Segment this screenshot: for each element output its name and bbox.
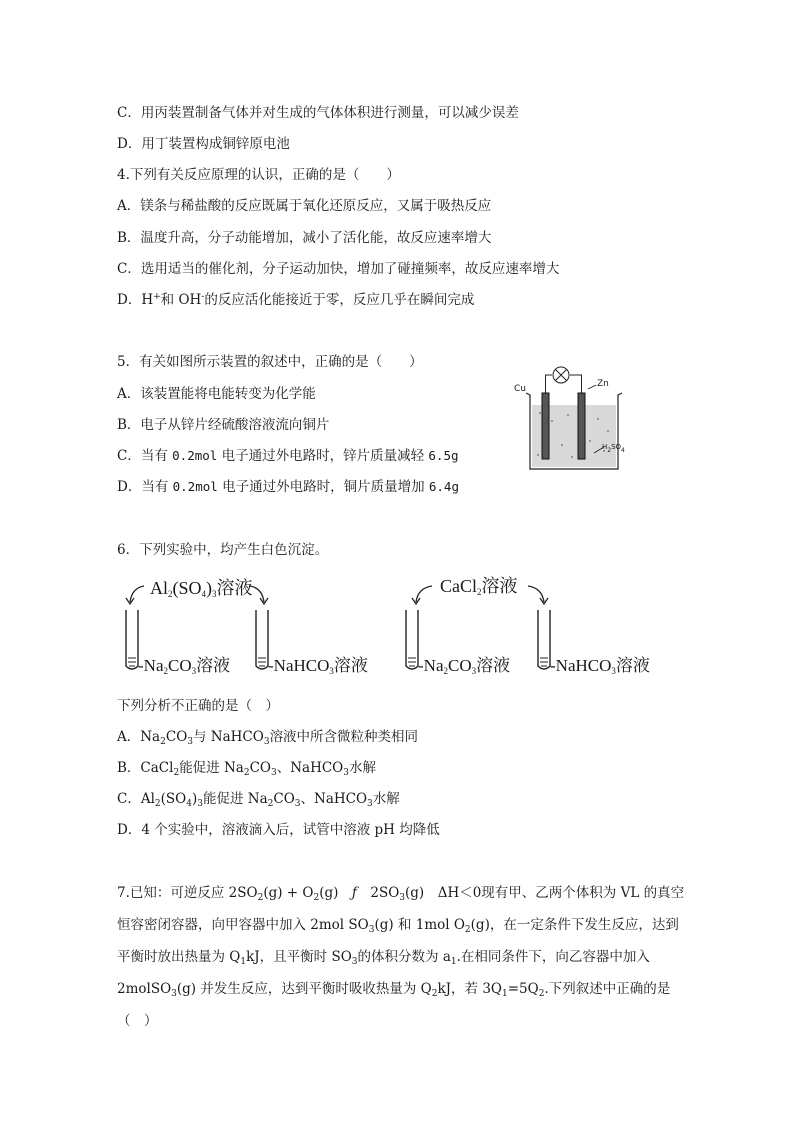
q7-stem: 7.已知：可逆反应 $2SO_2(g) + O_2(g)$ ƒ $2SO_3(g)$ ΔH＜0现有甲、乙两个体积为 VL 的真空恒容密闭容器，向甲容器中加入 2mol $SO_3(g)$ 和 1mol $O_2(g)$，在一定条件下发生反应，达到平衡时放出热量为 $Q_1kJ$，且平衡时 $SO_3$的体积分数为 $a_1$.在相同条件下，向乙容器中加入 2molSO$_3$(g) 并发生反应，达到平衡时吸收热量为 $Q_2kJ$，若 $3Q_1=5Q_2$.下列叙述中正确的是（ ） bbox=[117, 885, 685, 1029]
galvanic-cell-diagram bbox=[510, 365, 640, 475]
q4-option-d: D．H+和 OH-的反应活化能接近于零，反应几乎在瞬间完成 bbox=[117, 292, 475, 308]
q6-option-d: D．4 个实验中，溶液滴入后，试管中溶液 pH 均降低 bbox=[117, 822, 440, 838]
tube-4-label: -NaHCO$_3$溶液 bbox=[550, 656, 650, 676]
q3-option-d: D．用丁装置构成铜锌原电池 bbox=[117, 136, 290, 152]
q4-option-b: B．温度升高，分子动能增加，减小了活化能，故反应速率增大 bbox=[117, 230, 492, 246]
cu-electrode bbox=[542, 393, 549, 459]
tube-3 bbox=[406, 610, 418, 669]
tube-1 bbox=[126, 610, 138, 669]
q5-option-c: C．当有 0.2mol 电子通过外电路时，锌片质量减轻 6.5g bbox=[117, 448, 459, 464]
tube-4 bbox=[538, 610, 550, 669]
tube-2 bbox=[256, 610, 268, 669]
al2so43-reagent-label: $Al_2(SO_4)_3$溶液 bbox=[150, 578, 253, 599]
galvanic-cell-figure bbox=[510, 365, 640, 475]
tube-2-label: -NaHCO$_3$溶液 bbox=[268, 656, 368, 676]
q6-option-a: A．$Na_2CO_3$与 NaHCO$_3$溶液中所含微粒种类相同 bbox=[117, 729, 419, 747]
test-tube-figure bbox=[118, 568, 678, 680]
q5-option-d: D．当有 0.2mol 电子通过外电路时，铜片质量增加 6.4g bbox=[117, 479, 459, 495]
cu-label: Cu bbox=[514, 384, 526, 394]
acid-label: $H_2SO_4$ bbox=[602, 443, 625, 454]
cacl2-reagent-label: CaCl$_2$溶液 bbox=[440, 576, 518, 597]
q6-stem: 6．下列实验中，均产生白色沉淀。 bbox=[117, 542, 329, 558]
zn-label: Zn bbox=[597, 379, 609, 389]
q5-option-a: A．该装置能将电能转变为化学能 bbox=[117, 386, 316, 402]
q6-option-b: B．CaCl$_2$能促进 $Na_2CO_3$、NaHCO$_3$水解 bbox=[117, 760, 376, 778]
q6-option-c: C．$Al_2(SO_4)_3$能促进 $Na_2CO_3$、NaHCO$_3$水解 bbox=[117, 791, 400, 809]
q5-stem: 5．有关如图所示装置的叙述中，正确的是（ ） bbox=[117, 354, 423, 370]
equilibrium-symbol: ƒ bbox=[351, 885, 357, 901]
zn-electrode bbox=[578, 393, 585, 459]
tube-1-label: $-Na_2CO_3$溶液 bbox=[138, 656, 231, 676]
q5-option-b: B．电子从锌片经硫酸溶液流向铜片 bbox=[117, 417, 330, 433]
tube-3-label: $-Na_2CO_3$溶液 bbox=[418, 656, 511, 676]
q6-analysis-stem: 下列分析不正确的是（ ） bbox=[117, 698, 279, 714]
q3-option-c: C．用丙装置制备气体并对生成的气体体积进行测量，可以减少误差 bbox=[117, 105, 519, 121]
q4-option-a: A．镁条与稀盐酸的反应既属于氧化还原反应，又属于吸热反应 bbox=[117, 198, 492, 214]
q4-stem: 4.下列有关反应原理的认识，正确的是（ ） bbox=[117, 167, 400, 183]
arrow-left-1 bbox=[130, 586, 144, 602]
q4-option-c: C．选用适当的催化剂，分子运动加快，增加了碰撞频率，故反应速率增大 bbox=[117, 261, 560, 277]
